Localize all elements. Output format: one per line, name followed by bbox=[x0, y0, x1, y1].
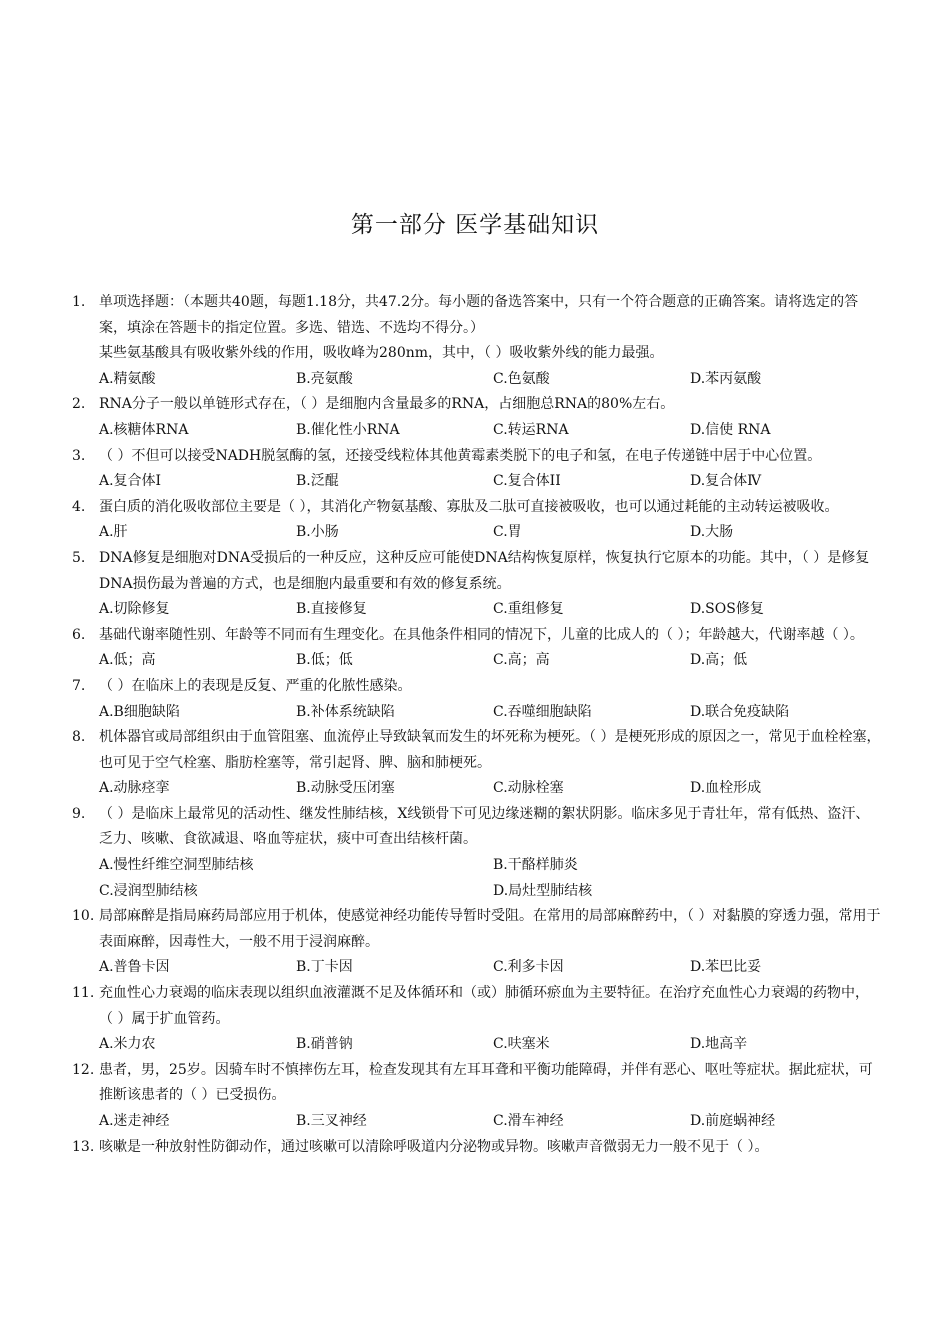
answer-options bbox=[99, 367, 882, 393]
question-number: 8. bbox=[72, 729, 86, 746]
answer-option: C.利多卡因 bbox=[493, 959, 564, 976]
answer-option: B.丁卡因 bbox=[296, 959, 353, 976]
question-stem: （ ）在临床上的表现是反复、严重的化脓性感染。 bbox=[99, 677, 412, 694]
answer-option: C.高；高 bbox=[493, 652, 550, 669]
question-item bbox=[72, 674, 882, 725]
question-number: 10. bbox=[72, 908, 95, 925]
answer-option: C.滑车神经 bbox=[493, 1113, 564, 1129]
answer-option: D.大肠 bbox=[690, 524, 734, 541]
answer-option: A.低；高 bbox=[99, 652, 156, 669]
question-item bbox=[72, 981, 882, 1058]
answer-option: A.核糖体RNA bbox=[99, 421, 189, 438]
answer-options bbox=[99, 776, 882, 802]
answer-option: D.复合体Ⅳ bbox=[690, 473, 762, 490]
answer-option: B.小肠 bbox=[296, 524, 339, 541]
question-number: 4. bbox=[72, 498, 86, 515]
question-stem: 充血性心力衰竭的临床表现以组织血液灌溉不足及体循环和（或）肺循环瘀血为主要特征。在治疗充血性心力衰竭的药物中， （ ）属于扩血管药。 bbox=[99, 985, 869, 1027]
question-stem: （ ）不但可以接受NADH脱氢酶的氢，还接受线粒体其他黄霉素类脱下的电子和氢，在电子传递链中居于中心位置。 bbox=[99, 447, 822, 464]
answer-option: C.重组修复 bbox=[493, 601, 564, 618]
answer-option: A.迷走神经 bbox=[99, 1113, 170, 1129]
answer-option: B.亮氨酸 bbox=[296, 370, 353, 387]
question-number: 9. bbox=[72, 805, 86, 822]
answer-option: D.地高辛 bbox=[690, 1036, 748, 1053]
question-number: 3. bbox=[72, 447, 86, 464]
answer-options bbox=[99, 597, 882, 623]
answer-option: B.动脉受压闭塞 bbox=[296, 780, 395, 797]
answer-option: C.色氨酸 bbox=[493, 370, 550, 387]
question-number: 2. bbox=[72, 396, 86, 413]
question-item bbox=[72, 392, 882, 443]
question-stem: 咳嗽是一种放射性防御动作，通过咳嗽可以清除呼吸道内分泌物或异物。咳嗽声音微弱无力一般不见于（ ）。 bbox=[99, 1138, 769, 1155]
question-stem: 单项选择题：（本题共40题，每题1.18分，共47.2分。每小题的备选答案中，只有一个符合题意的正确答案。请将选定的答案，填涂在答题卡的指定位置。多选、错选、不选均不得分。） bbox=[99, 294, 859, 336]
answer-option: A.慢性纤维空洞型肺结核 bbox=[99, 857, 254, 874]
answer-option: C.转运RNA bbox=[493, 421, 569, 438]
question-number: 12. bbox=[72, 1061, 95, 1078]
answer-option: D.SOS修复 bbox=[690, 601, 764, 618]
question-number: 6. bbox=[72, 626, 86, 643]
answer-option: C.胃 bbox=[493, 524, 522, 541]
answer-option: A.米力农 bbox=[99, 1036, 156, 1053]
answer-option: D.高；低 bbox=[690, 652, 748, 669]
answer-options bbox=[99, 469, 882, 495]
answer-option: C.浸润型肺结核 bbox=[99, 882, 198, 899]
question-stem: DNA修复是细胞对DNA受损后的一种反应，这种反应可能使DNA结构恢复原样，恢复执行它原本的功能。其中，（ ）是修复DNA损伤最为普遍的方式，也是细胞内最重要和有效的修复系统。 bbox=[99, 549, 870, 592]
question-item bbox=[72, 444, 882, 495]
answer-option: C.复合体II bbox=[493, 473, 561, 490]
answer-option: D.信使 RNA bbox=[690, 421, 771, 438]
question-stem: 机体器官或局部组织由于血管阻塞、血流停止导致缺氧而发生的坏死称为梗死。（ ）是梗死形成的原因之一，常见于血栓栓塞，也可见于空气栓塞、脂肪栓塞等，常引起肾、脾、脑和肺梗死。 bbox=[99, 729, 881, 771]
answer-option: C.呋塞米 bbox=[493, 1036, 550, 1053]
answer-option: A.精氨酸 bbox=[99, 370, 156, 387]
question-stem: 基础代谢率随性别、年龄等不同而有生理变化。在具他条件相同的情况下，儿童的比成人的（ ）；年龄越大，代谢率越（ ）。 bbox=[99, 626, 864, 643]
answer-option: D.联合免疫缺陷 bbox=[690, 703, 790, 720]
answer-option: D.局灶型肺结核 bbox=[493, 882, 593, 899]
answer-options bbox=[99, 955, 882, 981]
answer-option: A.切除修复 bbox=[99, 601, 170, 618]
answer-options bbox=[99, 418, 882, 444]
answer-option: D.苯丙氨酸 bbox=[690, 370, 762, 387]
answer-options bbox=[99, 520, 882, 546]
question-item bbox=[72, 802, 882, 904]
answer-option: B.泛醌 bbox=[296, 473, 339, 490]
answer-option: B.低；低 bbox=[296, 652, 353, 669]
answer-option: A.B细胞缺陷 bbox=[99, 703, 180, 720]
question-number: 5. bbox=[72, 549, 86, 566]
answer-option: B.硝普钠 bbox=[296, 1036, 353, 1053]
question-item bbox=[72, 1135, 882, 1161]
answer-option: A.复合体I bbox=[99, 473, 162, 490]
answer-option: D.苯巴比妥 bbox=[690, 959, 762, 976]
question-item bbox=[72, 1058, 882, 1135]
question-item bbox=[72, 546, 882, 623]
question-number: 11. bbox=[72, 985, 95, 1002]
answer-options bbox=[99, 1032, 882, 1058]
question-item bbox=[72, 290, 882, 392]
answer-options bbox=[99, 853, 882, 904]
answer-option: A.动脉痉挛 bbox=[99, 780, 170, 797]
question-stem: 局部麻醉是指局麻药局部应用于机体，使感觉神经功能传导暂时受阻。在常用的局部麻醉药中，（ ）对黏膜的穿透力强，常用于表面麻醉，因毒性大，一般不用于浸润麻醉。 bbox=[99, 908, 881, 950]
question-stem: 蛋白质的消化吸收部位主要是（ ），其消化产物氨基酸、寡肽及二肽可直接被吸收，也可以通过耗能的主动转运被吸收。 bbox=[99, 498, 839, 515]
question-stem: 患者，男，25岁。因骑车时不慎摔伤左耳，检查发现其有左耳耳聋和平衡功能障碍，并伴有恶心、呕吐等症状。据此症状，可推断该患者的（ ）已受损伤。 bbox=[99, 1061, 873, 1104]
question-stem: RNA分子一般以单链形式存在，（ ）是细胞内含量最多的RNA，占细胞总RNA的80%左右。 bbox=[99, 396, 675, 413]
answer-options bbox=[99, 648, 882, 674]
answer-option: A.普鲁卡因 bbox=[99, 959, 170, 976]
answer-options bbox=[99, 700, 882, 726]
question-number: 1. bbox=[72, 294, 86, 310]
answer-option: B.三叉神经 bbox=[296, 1113, 367, 1129]
question-number: 13. bbox=[72, 1138, 95, 1155]
answer-option: B.直接修复 bbox=[296, 601, 367, 618]
answer-option: D.前庭蜗神经 bbox=[690, 1113, 776, 1129]
answer-option: B.补体系统缺陷 bbox=[296, 703, 395, 720]
page-title: 第一部分 医学基础知识 bbox=[350, 212, 600, 238]
question-item bbox=[72, 904, 882, 981]
question-item bbox=[72, 725, 882, 802]
question-number: 7. bbox=[72, 677, 86, 694]
question-item bbox=[72, 495, 882, 546]
answer-option: C.吞噬细胞缺陷 bbox=[493, 703, 592, 720]
answer-option: B.干酪样肺炎 bbox=[493, 857, 578, 874]
answer-option: B.催化性小RNA bbox=[296, 421, 400, 438]
question-list bbox=[72, 290, 882, 1160]
question-stem: （ ）是临床上最常见的活动性、继发性肺结核，X线锁骨下可见边缘迷糊的絮状阴影。临床多见于青壮年，常有低热、盗汗、乏力、咳嗽、食欲减退、咯血等症状，痰中可查出结核杆菌。 bbox=[99, 805, 870, 848]
question-stem-extra: 某些氨基酸具有吸收紫外线的作用，吸收峰为280nm，其中，（ ）吸收紫外线的能力最强。 bbox=[99, 345, 664, 362]
answer-option: A.肝 bbox=[99, 524, 128, 541]
answer-option: C.动脉栓塞 bbox=[493, 780, 564, 797]
answer-options bbox=[99, 1109, 882, 1135]
answer-option: D.血栓形成 bbox=[690, 780, 762, 797]
question-item bbox=[72, 623, 882, 674]
